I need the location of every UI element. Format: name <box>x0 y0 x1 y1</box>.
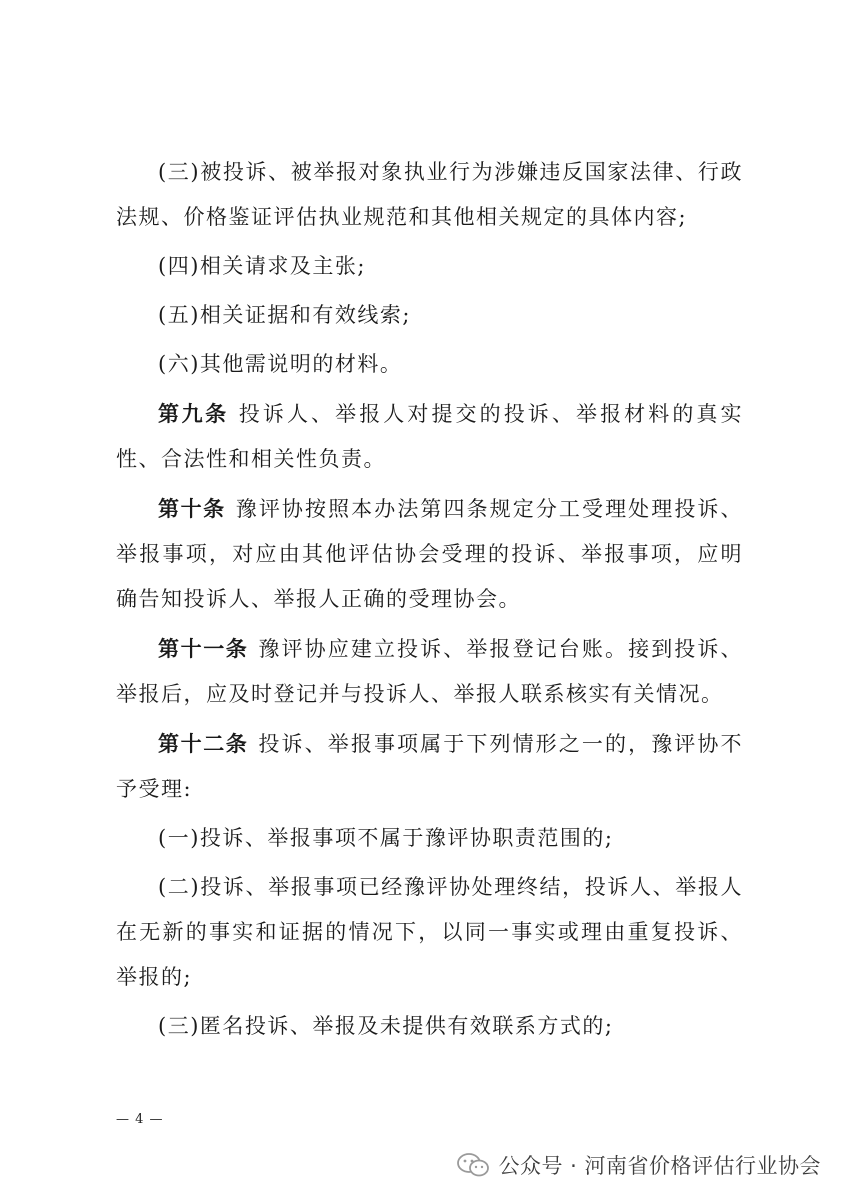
article-9 <box>116 391 743 482</box>
watermark <box>456 1150 821 1180</box>
article-heading: 第十二条 <box>158 731 249 756</box>
article-heading: 第九条 <box>158 401 229 426</box>
item-5: (五)相关证据和有效线索; <box>158 303 411 327</box>
watermark-text: 公众号 · 河南省价格评估行业协会 <box>498 1154 821 1178</box>
item-1: (一)投诉、举报事项不属于豫评协职责范围的; <box>158 826 614 850</box>
item-3b: (三)匿名投诉、举报及未提供有效联系方式的; <box>158 1014 614 1038</box>
article-text: 豫评协按照本办法第四条规定分工受理处理投诉、举报事项，对应由其他评估协会受理的投诉、举报事项，应明确告知投诉人、举报人正确的受理协会。 <box>116 497 743 611</box>
article-10 <box>116 486 743 622</box>
item-2: (二)投诉、举报事项已经豫评协处理终结，投诉人、举报人在无新的事实和证据的情况下，以同一事实或理由重复投诉、举报的; <box>116 875 743 989</box>
article-heading: 第十一条 <box>158 636 249 661</box>
body-text <box>116 150 743 1049</box>
wechat-icon <box>456 1152 490 1178</box>
article-text: 豫评协应建立投诉、举报登记台账。接到投诉、举报后，应及时登记并与投诉人、举报人联系核实有关情况。 <box>116 637 744 706</box>
article-12 <box>116 721 743 812</box>
item-3: (三)被投诉、被举报对象执业行为涉嫌违反国家法律、行政法规、价格鉴证评估执业规范和其他相关规定的具体内容; <box>116 160 743 229</box>
article-11 <box>116 626 743 717</box>
item-4: (四)相关请求及主张; <box>158 254 366 278</box>
article-heading: 第十条 <box>158 496 226 521</box>
page-number: — 4 — <box>116 1112 164 1127</box>
article-text: 投诉人、举报人对提交的投诉、举报材料的真实性、合法性和相关性负责。 <box>116 402 744 471</box>
article-text: 投诉、举报事项属于下列情形之一的，豫评协不予受理: <box>116 732 744 801</box>
item-6: (六)其他需说明的材料。 <box>158 352 403 376</box>
